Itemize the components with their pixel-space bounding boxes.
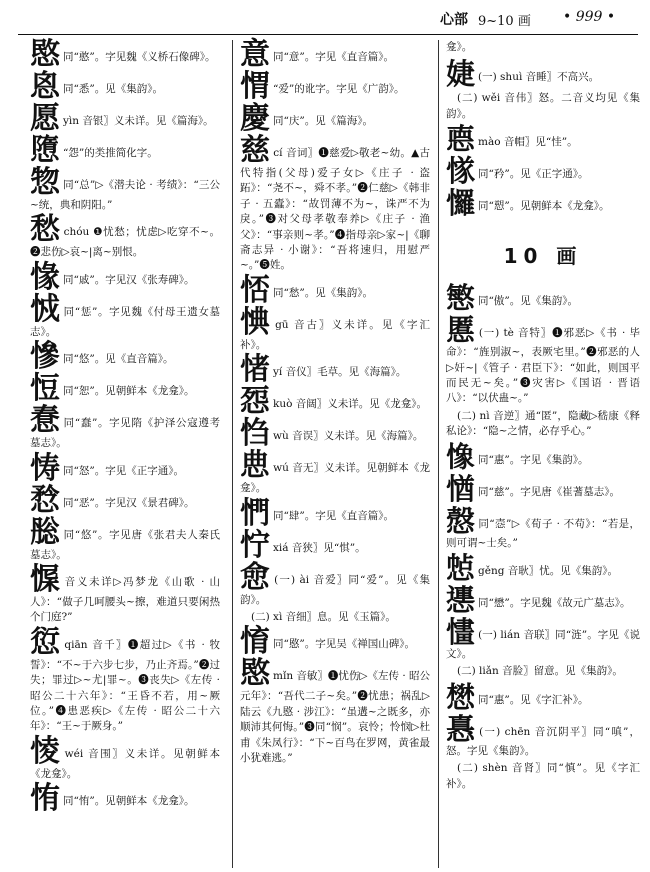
headword: 㤳 [240,272,270,308]
definition: 同“悠”。字见唐《张君夫人秦氏墓志》。 [30,528,220,561]
dictionary-entry [240,416,430,452]
dictionary-entry [240,101,430,136]
column-divider [438,40,439,868]
headword: 㤱 [30,371,60,407]
definition: kuò 音阔〗义未详。见《龙龛》。 [273,398,428,411]
headword: 惷 [30,403,61,439]
definition: 同“悫”▷《荀子 · 不苟》：“若是，则可谓~士矣。” [446,517,640,549]
definition: gěng 音耿〗忧。见《集韵》。 [478,565,619,578]
definition: 同“憨”。字见魏《义桥石像碑》。 [63,51,216,63]
continued-text: 龛》。 [446,41,473,53]
page-header [0,0,650,34]
dictionary-entry [30,450,220,486]
headword: 意 [240,37,270,72]
definition: gū 音古〗义未详。见《字汇补》。 [240,318,430,351]
column-left [30,37,221,817]
headword: 恖 [30,69,60,104]
definition: 同“矜”。见《正字通》。 [478,168,589,181]
headword: 𢠽 [446,439,476,474]
headword: 𢡢 [30,133,60,168]
dictionary-entry [240,448,431,496]
headword: 㤢 [30,781,60,817]
definition: mào 音帽〗见“㤬”。 [478,136,578,149]
definition: 同“庆”。见《篇海》。 [273,115,373,127]
definition: mǐn 音敏〗❶忧伤▷《左传 · 昭公元年》：“吾代二子~矣。”❷忧患；祸乱▷陆云《九愍 · 涉江》：“虽遘~之既多，亦顺沛其何悔。”❸同“悯”。哀怜；怜悯▷杜甫《朱凤行》：“下~百鸟在罗网，黄雀最小犹难逃。” [240,670,431,765]
dictionary-entry [240,352,430,388]
headword: 㤘 [240,416,270,452]
headword: 愍 [30,37,60,72]
section-title: 10 画 [503,244,583,269]
headword: 愍 [240,656,270,692]
headword: 慤 [446,503,476,538]
dictionary-entry [240,384,430,420]
definition: 同“戚”。字见汉《张寿碑》。 [63,273,195,286]
headword: 㥡 [30,562,62,598]
dictionary-entry [240,304,430,353]
definition: 同“总”▷《潜夫论 · 考绩》：“三公~统，典和阴阳。” [30,179,220,211]
headword: 婕 [446,57,476,92]
dictionary-entry [30,133,220,168]
definition: 同“意”。字见《直音篇》。 [273,51,394,63]
definition: (一) chēn 音沉阴平〗同“嗔”，怒。字见《集韵》。 [446,725,640,757]
dictionary-entry [30,101,220,136]
headword: 慜 [446,281,476,316]
dictionary-entry [30,259,220,295]
dictionary-entry [30,339,220,375]
definition: 同“怒”。字见《正字通》。 [63,464,184,477]
dictionary-entry [446,315,640,407]
headword: 㥏 [240,304,273,340]
dictionary-entry [446,679,640,714]
dictionary-entry [240,272,430,308]
dictionary-entry [240,133,430,274]
definition: 同“慈”。字见唐《崔蓍墓志》。 [478,485,621,498]
headword: 慘 [30,339,60,375]
dictionary-entry [30,624,221,735]
headword: 㥩 [240,352,270,388]
definition: 同“傲”。见《集韵》。 [478,295,579,308]
dictionary-entry [240,37,430,72]
headword: 慈 [240,133,271,168]
definition: chóu ❶忧愁；忧虑▷吃穿不~。❷悲伤▷哀~|离~别恨。 [30,226,221,259]
definition: xiá 音狭〗见“㥍”。 [273,541,366,554]
dictionary-entry [30,371,220,407]
dictionary-entry [446,281,640,316]
headword: 𢡟 [446,679,476,714]
dictionary-entry [446,551,640,586]
definition: 同“愁”。见《集韵》。 [273,286,373,299]
dictionary-entry [446,711,640,759]
headword: 㥄 [30,733,62,769]
dictionary-entry [30,781,220,817]
headword: 慶 [240,101,270,136]
headword: 㦎 [446,615,476,650]
dictionary-entry [446,186,640,221]
header-rule [18,34,638,35]
headword: 㤜 [30,291,61,327]
definition: 同“愍”。字见吴《禅国山碑》。 [273,638,415,651]
definition: “爱”的讹字。字见《广韵》。 [273,83,405,95]
headword: 㥁 [446,122,476,157]
definition: 同“恶”。字见汉《景君碑》。 [63,496,195,509]
dictionary-entry [30,165,220,213]
definition: wéi 音围〗义未详。见朝鲜本《龙龛》。 [30,747,220,780]
headword: 㥞 [446,154,476,189]
headword: 㦬 [446,186,476,221]
definition: 同“肆”。字见《直音篇》。 [273,509,394,522]
dictionary-entry [30,562,220,626]
stroke-range: 9~10 画 [478,14,531,29]
dictionary-entry [30,291,220,340]
headword: 㥤 [30,482,60,518]
dictionary-entry [446,617,640,662]
dictionary-entry [240,495,430,531]
definition-sense: (二) shèn 音肾〗同“慎”。见《字汇补》。 [446,762,640,790]
definition: 音义未详▷冯梦龙《山歌 · 山人》：“做子几呵腰头~擦，难道只要闲热个门庭?” [30,576,220,624]
definition: 同“惩”。字见魏《付母王遗女墓志》。 [30,305,220,338]
headword: 㥜 [240,69,270,104]
dictionary-entry [240,624,430,660]
dictionary-entry [30,403,220,451]
headword: 㥈 [446,551,476,586]
definition: wú 音无〗义未详。见朝鲜本《龙龛》。 [240,462,431,495]
headword: 㦁 [446,583,476,618]
headword: 㤽 [30,450,60,486]
definition: 同“悠”。见《直音篇》。 [63,353,174,366]
dictionary-entry [30,212,221,260]
definition: yí 音仪〗毛草。见《海篇》。 [273,366,407,379]
headword: 㤪 [240,384,270,420]
dictionary-entry [30,514,220,563]
dictionary-entry [30,733,220,782]
definition: (一) lián 音联〗同“涟”。字见《说文》。 [446,629,640,661]
dictionary-entry [30,482,220,518]
definition-sense: (二) liǎn 音脸〗留意。见《集韵》。 [457,665,623,678]
definition: yìn 音银〗义未详。见《篇海》。 [63,115,214,127]
headword: 愆 [30,624,62,660]
definition: 同“懋”。字见魏《故元广墓志》。 [478,597,631,610]
headword: 㥐 [240,559,272,595]
definition: 同“惠”。见《字汇补》。 [478,693,589,706]
column-middle [240,37,431,769]
dictionary-entry [240,527,430,563]
definition: 同“愬”。见朝鲜本《龙龛》。 [478,200,610,213]
definition: cí 音词〗❶慈爱▷敬老~幼。▲古代特指(父母)爱子女▷《庄子 · 盗跖》：“尧不~，舜不孝。”❷仁慈▷《韩非子 · 五蠹》：“故罚薄不为~，诛严不为戾。”❸对父母孝敬奉养▷《庄子 · 渔父》：“事亲则~孝。”❹指母亲▷家~|《聊斋志异 · 小谢》：“吾将速归，用慰严~。”❺姓。 [240,147,430,272]
definition: (一) ài 音爱〗同“爱”。见《集韵》。 [240,573,430,606]
definition: (一) tè 音特〗❶邪恶▷《书 · 毕命》：“旌别淑~，表厥宅里。”❷邪恶的人▷奸~|《管子 · 君臣下》：“如此，则国平而民无~矣。”❸灾害▷《国语 · 晋语八》：“以伏蛊~。” [446,327,640,405]
definition: qiān 音千〗❶超过▷《书 · 牧誓》：“不~于六步七步，乃止齐焉。”❷过失；罪过▷~尤|罪~。❸丧失▷《左传 · 昭公二十六年》：“王昏不若，用~厥位。”❹患恶疾▷《左传 · 昭公二十六年》：“王~于厥身。” [30,638,221,733]
definition: (一) shuì 音睡〗不高兴。 [478,71,600,84]
definition: 同“蠢”。字见隋《护泽公寇遵考墓志》。 [30,417,220,450]
dictionary-entry [446,122,640,157]
headword: 惣 [30,165,61,200]
definition: wù 音误〗义未详。见《海篇》。 [273,430,424,443]
headword: 㥢 [446,471,476,506]
headword: 㥔 [240,624,270,660]
dictionary-entry [446,57,640,92]
column-right [446,40,640,794]
definition: 同“㤢”。见朝鲜本《龙龛》。 [63,795,195,808]
headword: 㥲 [446,711,477,746]
definition: 同“恕”。见朝鲜本《龙龛》。 [63,385,195,398]
dictionary-entry [240,656,431,766]
definition: 同“悉”。见《集韵》。 [63,83,163,95]
column-divider [232,40,233,868]
headword: 㤖 [240,527,270,563]
section-name: 心部 [440,12,468,28]
definition: “怨”的类推简化字。 [63,147,158,159]
headword: 愁 [30,212,61,248]
headword: 愿 [30,101,60,136]
dictionary-entry [30,69,220,104]
dictionary-entry [446,154,640,189]
definition-sense: (二) nì 音逆〗通“匿”，隐藏▷嵇康《释私论》：“隐~之情，必存乎心。” [446,409,640,438]
dictionary-entry [446,503,640,551]
dictionary-entry [446,583,640,618]
definition: 同“惠”。字见《集韵》。 [478,453,589,466]
dictionary-entry [240,69,430,104]
headword: 㥟 [30,259,60,295]
headword: 㥖 [30,514,61,550]
definition-sense: (二) wěi 音伟〗怒。二音义均见《集韵》。 [446,92,640,120]
dictionary-entry [446,471,640,506]
headword: 㥃 [240,495,270,531]
dictionary-entry [446,439,640,474]
headword: 㤟 [240,448,271,484]
definition-sense: (二) xì 音细〗息。见《玉篇》。 [251,611,396,624]
dictionary-entry [240,559,430,608]
page-number: • 999 • [563,9,616,25]
headword: 慝 [446,313,476,348]
dictionary-entry [30,37,220,72]
